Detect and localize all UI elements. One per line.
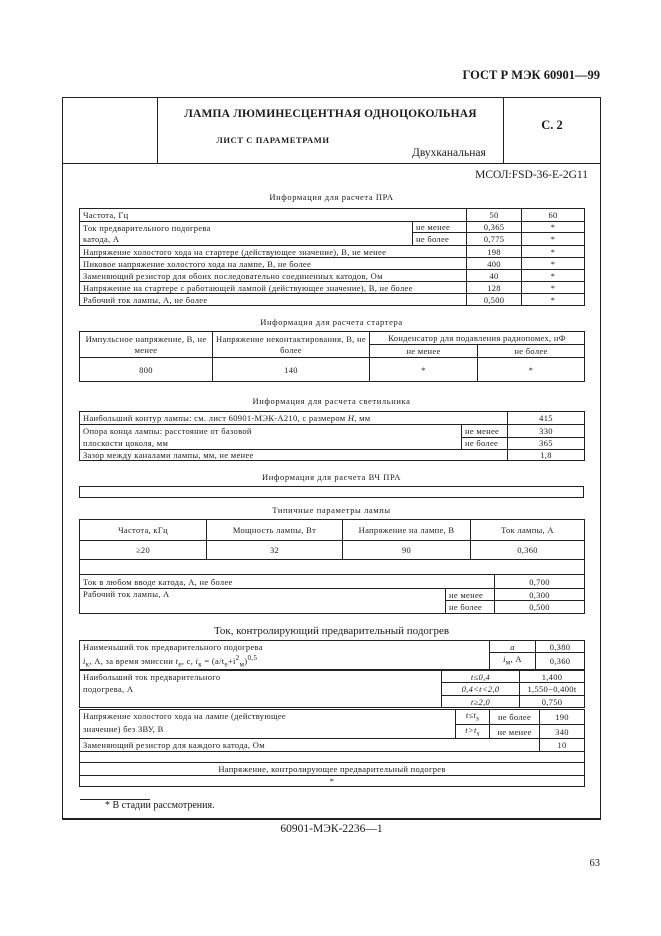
min-preheat-formula — [80, 653, 490, 670]
starter-ocv-value: 198 — [467, 246, 522, 258]
typical-col-current: Ток лампы, А — [471, 520, 585, 541]
outline-label — [80, 412, 508, 425]
voltage-control-value: * — [80, 776, 585, 787]
im-symbol-sub: м — [505, 658, 511, 667]
op-min-label: не менее — [446, 589, 495, 601]
starter-col-noncontact: Напряжение неконтактирования, В, не более — [213, 332, 370, 358]
currents-table — [79, 574, 585, 614]
capacitor-max-value: * — [478, 358, 585, 382]
t1-condition: t≤0,4 — [442, 671, 520, 683]
peak-ocv-60: * — [522, 258, 585, 270]
formula-te2-sub: e — [224, 660, 228, 669]
freq-60: 60 — [522, 209, 585, 222]
hf-heading: Информация для расчета ВЧ ПРА — [262, 472, 401, 482]
ocv-cond1-text: t≤t — [465, 710, 477, 720]
any-input-value: 0,700 — [495, 575, 585, 589]
support-label-line2: плоскости цоколя, мм — [83, 438, 169, 448]
starter-voltage-value: 128 — [467, 282, 522, 294]
im-symbol-i: i — [503, 654, 506, 665]
a-value: 0,380 — [536, 641, 585, 653]
starter-heading: Информация для расчета стартера — [260, 317, 403, 327]
t2-value: 1,550−0,400t — [520, 683, 585, 696]
resistor-label: Заменяющий резистор для каждого катода, Ом — [80, 739, 540, 752]
ocv-max-label: не более — [490, 710, 540, 725]
gap-label: Зазор между каналами лампы, мм, не менее — [80, 450, 508, 461]
peak-ocv-label: Пиковое напряжение холостого хода на лампе, В, не более — [80, 258, 467, 270]
op-current-label: Рабочий ток лампы, А — [80, 589, 446, 614]
a-symbol: a — [490, 641, 536, 653]
typical-power-value: 32 — [207, 541, 343, 560]
operating-current-60: * — [522, 294, 585, 306]
outline-label-b: , мм — [354, 413, 371, 423]
formula-ik-sub: к — [85, 660, 90, 669]
ocv-table — [79, 709, 585, 787]
formula-ik2: i — [195, 655, 199, 666]
ocv-cond1-sub: s — [476, 714, 480, 723]
outline-label-h: Н — [347, 413, 355, 423]
preheat-label — [80, 222, 413, 246]
ocv-label — [80, 710, 456, 739]
luminaire-table — [79, 411, 585, 461]
document-subtitle: ЛИСТ С ПАРАМЕТРАМИ — [216, 135, 330, 145]
support-label — [80, 425, 462, 450]
im-value: 0,360 — [536, 653, 585, 670]
formula-text3: = (a/t — [201, 655, 225, 666]
formula-text1: , А, за время эмиссии — [89, 655, 176, 666]
ocv-label-line1: Напряжение холостого хода на лампе (действующее — [83, 711, 286, 721]
op-max-label: не более — [446, 601, 495, 614]
preheat-min-value: 0,365 — [467, 222, 522, 233]
footer-line — [62, 819, 601, 820]
ocv-min-value: 340 — [540, 724, 585, 739]
im-symbol — [490, 653, 536, 670]
starter-voltage-60: * — [522, 282, 585, 294]
support-label-line1: Опора конца лампы: расстояние от базовой — [83, 426, 252, 436]
controlled-heading: Ток, контролирующий предварительный подогрев — [213, 625, 450, 637]
preheat-label-line2: катода, А — [83, 234, 120, 244]
ocv-max-value: 190 — [540, 710, 585, 725]
title-divider-left — [157, 97, 158, 163]
ocv-label-line2: значение) без ЗВУ, В — [83, 724, 164, 734]
operating-current-label: Рабочий ток лампы, А, не более — [80, 294, 467, 306]
formula-te: t — [175, 655, 179, 666]
controlled-table — [79, 640, 585, 670]
ballast-table — [79, 208, 585, 306]
starter-table — [79, 331, 585, 382]
resistor-value: 10 — [540, 739, 585, 752]
any-input-label: Ток в любом вводе катода, А, не более — [80, 575, 495, 589]
ocv-cond2-sub: s — [476, 729, 480, 738]
starter-voltage-label: Напряжение на стартере с работающей лампой (действующее значение), В, не более — [80, 282, 467, 294]
max-preheat-table — [79, 670, 585, 708]
starter-ocv-label: Напряжение холостого хода на стартере (действующее значение), В, не менее — [80, 246, 467, 258]
luminaire-heading: Информация для расчета светильника — [252, 396, 411, 406]
formula-sq: 2 — [235, 653, 240, 662]
max-preheat-label-line1: Наибольший ток предварительного — [83, 672, 221, 682]
outline-value: 415 — [508, 412, 585, 425]
page-number: 63 — [589, 858, 600, 869]
footnote: * В стадии рассмотрения. — [105, 800, 215, 811]
support-max-label: не более — [462, 437, 508, 450]
op-max-value: 0,500 — [495, 601, 585, 614]
typical-table — [79, 519, 585, 575]
noncontact-voltage-value: 140 — [213, 358, 370, 382]
preheat-max-label: не более — [413, 233, 467, 246]
preheat-max-60: * — [522, 233, 585, 246]
document-title: ЛАМПА ЛЮМИНЕСЦЕНТНАЯ ОДНОЦОКОЛЬНАЯ — [184, 108, 477, 120]
ocv-cond2-text: t>t — [465, 724, 477, 735]
operating-current-value: 0,500 — [467, 294, 522, 306]
formula-ik2-sub: к — [198, 660, 202, 669]
support-min-value: 330 — [508, 425, 585, 438]
formula-exp: 0,5 — [247, 653, 258, 662]
t3-value: 0,750 — [520, 696, 585, 708]
op-min-value: 0,300 — [495, 589, 585, 601]
lamp-designation: МСОЛ:FSD-36-E-2G11 — [475, 169, 588, 181]
starter-ocv-60: * — [522, 246, 585, 258]
peak-ocv-value: 400 — [467, 258, 522, 270]
sheet-code: 60901-МЭК-2236—1 — [280, 823, 383, 835]
preheat-max-value: 0,775 — [467, 233, 522, 246]
typical-heading: Типичные параметры лампы — [272, 505, 391, 515]
freq-50: 50 — [467, 209, 522, 222]
substitute-resistor-label: Заменяющий резистор для обоих последовательно соединенных катодов, Ом — [80, 270, 467, 282]
sheet-page: С. 2 — [541, 118, 563, 132]
outline-label-a: Наибольший контур лампы: см. лист 60901-МЭК-А210, с размером — [83, 413, 348, 423]
lamp-type: Двухканальная — [412, 147, 486, 159]
t3-condition: t≥2,0 — [442, 696, 520, 708]
typical-frequency-value: ≥20 — [80, 541, 207, 560]
formula-text2: , с, — [181, 655, 196, 666]
typical-col-voltage: Напряжение на лампе, В — [343, 520, 471, 541]
formula-ik: i — [83, 655, 86, 666]
t1-value: 1,400 — [520, 671, 585, 683]
typical-voltage-value: 90 — [343, 541, 471, 560]
max-preheat-label-line2: подогрева, А — [83, 684, 134, 694]
preheat-min-label: не менее — [413, 222, 467, 233]
starter-col-pulse: Импульсное напряжение, В, не менее — [80, 332, 213, 358]
voltage-control-label: Напряжение, контролирующее предварительный подогрев — [80, 763, 585, 776]
t2-condition: 0,4<t<2,0 — [442, 683, 520, 696]
starter-col-capacitor: Конденсатор для подавления радиопомех, нФ — [370, 332, 585, 345]
typical-current-value: 0,360 — [471, 541, 585, 560]
im-symbol-unit: , А — [510, 654, 522, 665]
freq-label: Частота, Гц — [80, 209, 467, 222]
typical-col-power: Мощность лампы, Вт — [207, 520, 343, 541]
ocv-min-label: не менее — [490, 724, 540, 739]
formula-text5: ) — [244, 655, 248, 666]
formula-te-sub: e — [178, 660, 182, 669]
typical-col-frequency: Частота, кГц — [80, 520, 207, 541]
hf-empty-box — [79, 486, 584, 498]
standard-header: ГОСТ Р МЭК 60901—99 — [462, 68, 600, 82]
formula-m-sub: м — [239, 660, 245, 669]
min-preheat-label: Наименьший ток предварительного подогрева — [80, 641, 490, 653]
preheat-label-line1: Ток предварительного подогрева — [83, 223, 211, 233]
title-block-bottom-line — [62, 163, 601, 164]
typical-spacer-row — [80, 560, 585, 575]
max-preheat-label — [80, 671, 442, 708]
ocv-cond1 — [456, 710, 490, 725]
capacitor-min-label: не менее — [370, 345, 478, 358]
pulse-voltage-value: 800 — [80, 358, 213, 382]
capacitor-max-label: не более — [478, 345, 585, 358]
support-max-value: 365 — [508, 437, 585, 450]
formula-text4: +i — [227, 655, 236, 666]
ocv-spacer-row — [80, 752, 585, 763]
ballast-heading: Информация для расчета ПРА — [269, 192, 394, 202]
substitute-resistor-60: * — [522, 270, 585, 282]
substitute-resistor-value: 40 — [467, 270, 522, 282]
support-min-label: не менее — [462, 425, 508, 438]
preheat-min-60: * — [522, 222, 585, 233]
capacitor-min-value: * — [370, 358, 478, 382]
gap-value: 1,8 — [508, 450, 585, 461]
ocv-cond2 — [456, 724, 490, 739]
